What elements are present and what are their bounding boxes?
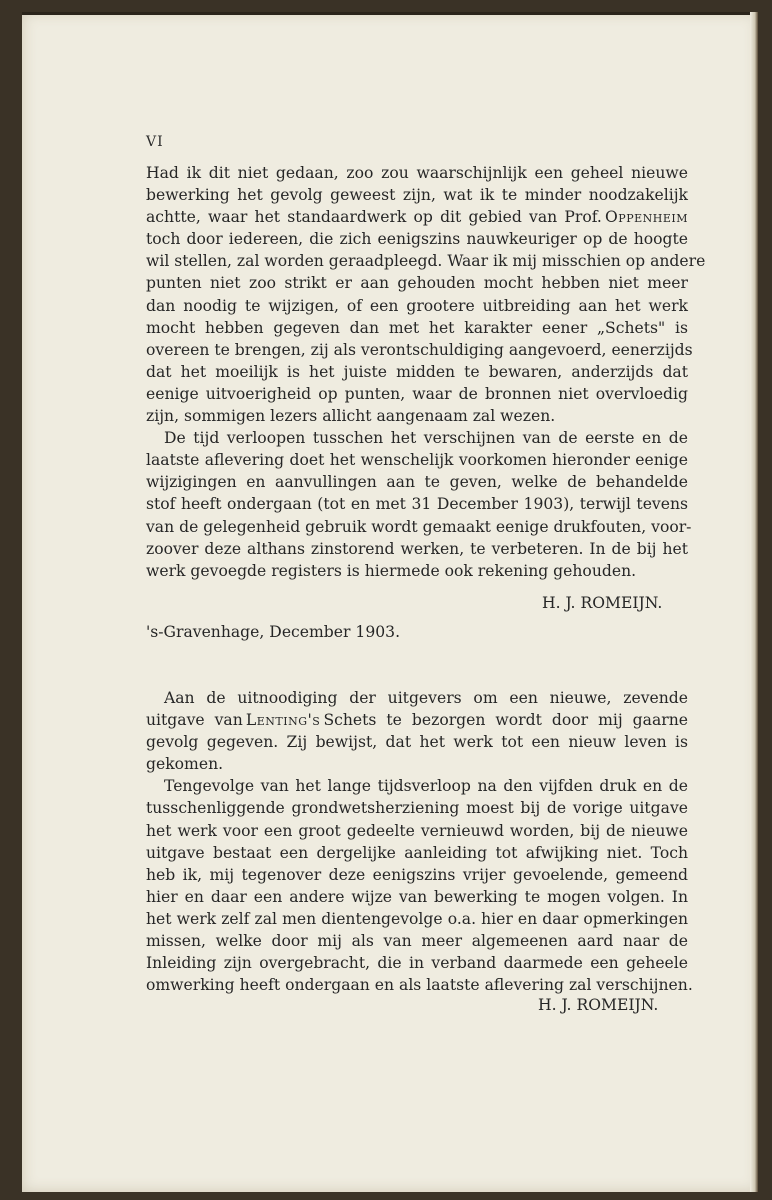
text-line: laatste aflevering doet het wenschelijk voorkomen hieronder eenige: [146, 451, 688, 470]
page-number: VI: [146, 134, 164, 150]
text-line-with-name: [146, 206, 688, 228]
paragraph-start-line: De tijd verloopen tusschen het verschijnen van de eerste en de: [164, 429, 688, 448]
second-preface-text: [146, 687, 693, 996]
text-line: zijn, sommigen lezers allicht aangenaam zal wezen.: [146, 407, 556, 426]
text-line: mocht hebben gegeven dan met het karakter eener „Schets" is: [146, 318, 688, 337]
text-line: overeen te brengen, zij als verontschuldiging aangevoerd, eenerzijds: [146, 340, 693, 359]
text-line: dat het moeilijk is het juiste midden te bewaren, anderzijds dat: [146, 362, 688, 381]
signature-first: H. J. ROMEIJN.: [542, 594, 663, 612]
text-line: zoover deze althans zinstorend werken, te verbeteren. In de bij het: [146, 539, 688, 558]
text-fragment: achtte, waar het standaardwerk op dit gebied van Prof.: [146, 208, 602, 227]
text-line: dan noodig te wijzigen, of een grootere uitbreiding aan het werk: [146, 296, 688, 315]
text-line: stof heeft ondergaan (tot en met 31 December 1903), terwijl tevens: [146, 495, 688, 514]
text-line: tusschenliggende grondwetsherziening moest bij de vorige uitgave: [146, 799, 688, 818]
text-line: wil stellen, zal worden geraadpleegd. Waar ik mij misschien op andere: [146, 252, 706, 271]
text-line: wijzigingen en aanvullingen aan te geven, welke de behandelde: [146, 473, 688, 492]
text-line: omwerking heeft ondergaan en als laatste aflevering zal verschijnen.: [146, 976, 693, 995]
text-line: gekomen.: [146, 755, 224, 774]
text-line: het werk voor een groot gedeelte vernieuwd worden, bij de nieuwe: [146, 821, 688, 840]
book-page: [22, 12, 758, 1192]
page-right-edge: [750, 12, 758, 1192]
text-line: punten niet zoo strikt er aan gehouden mocht hebben niet meer: [146, 274, 688, 293]
text-line: toch door iedereen, die zich eenigszins nauwkeuriger op de hoogte: [146, 230, 688, 249]
text-line: werk gevoegde registers is hiermede ook rekening gehouden.: [146, 561, 637, 580]
text-line: hier en daar een andere wijze van bewerking te mogen volgen. In: [146, 887, 688, 906]
page-top-edge: [22, 12, 758, 15]
text-line: uitgave bestaat een dergelijke aanleiding tot afwijking niet. Toch: [146, 843, 688, 862]
text-line: gevolg gegeven. Zij bewijst, dat het werk tot een nieuw leven is: [146, 733, 688, 752]
text-line: Had ik dit niet gedaan, zoo zou waarschijnlijk een geheel nieuwe: [146, 164, 688, 182]
text-line: heb ik, mij tegenover deze eenigszins vrijer gevoelende, gemeend: [146, 865, 688, 884]
text-line: het werk zelf zal men dientengevolge o.a. hier en daar opmerkingen: [146, 909, 688, 928]
text-line: Inleiding zijn overgebracht, die in verband daarmede een geheele: [146, 954, 688, 973]
first-preface-text: [146, 162, 706, 582]
text-line: bewerking het gevolg geweest zijn, wat ik te minder noodzakelijk: [146, 186, 688, 205]
text-fragment: uitgave van: [146, 711, 243, 730]
name-lenting: Lenting's: [245, 711, 321, 730]
text-line-with-name: [146, 709, 688, 731]
name-oppenheim: Oppenheim: [605, 208, 688, 227]
text-fragment: Schets te bezorgen wordt door mij gaarne: [323, 711, 688, 730]
place-date: 's-Gravenhage, December 1903.: [146, 623, 401, 641]
paragraph-start-line: Tengevolge van het lange tijdsverloop na den vijfden druk en de: [164, 777, 688, 796]
text-line: van de gelegenheid gebruik wordt gemaakt eenige drukfouten, voor-: [146, 517, 692, 536]
text-line: missen, welke door mij als van meer algemeenen aard naar de: [146, 932, 688, 951]
text-line: eenige uitvoerigheid op punten, waar de bronnen niet overvloedig: [146, 384, 688, 403]
signature-second: H. J. ROMEIJN.: [538, 996, 659, 1014]
paragraph-start-line: Aan de uitnoodiging der uitgevers om een nieuwe, zevende: [164, 689, 688, 707]
